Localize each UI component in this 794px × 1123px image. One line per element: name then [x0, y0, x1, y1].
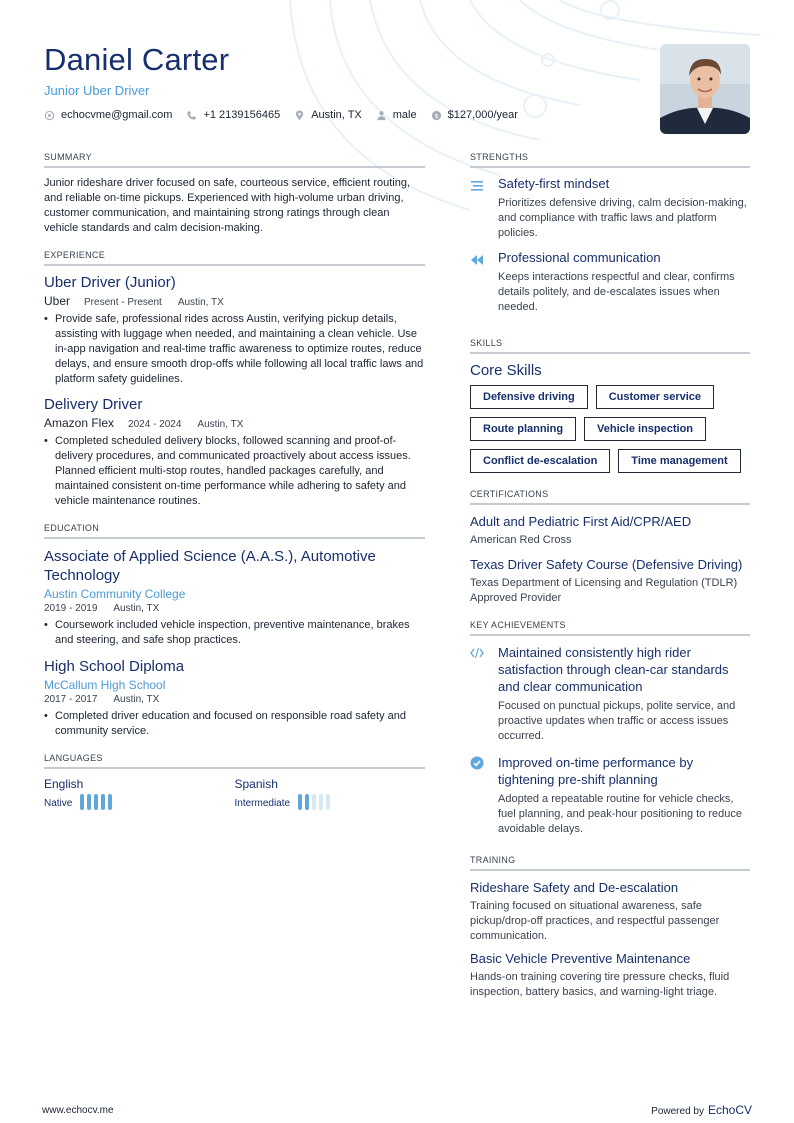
strength-description: Prioritizes defensive driving, calm decision-making, and compliance with traffic laws and platform policies.	[498, 197, 747, 239]
contact-salary-text: $127,000/year	[447, 109, 518, 121]
education-start: 2017	[44, 694, 67, 705]
certification-issuer: Texas Department of Licensing and Regulation (TDLR) Approved Provider	[470, 577, 738, 604]
education-item	[44, 547, 425, 648]
language-level-bar	[108, 794, 112, 810]
strengths-section-title: STRENGTHS	[470, 152, 750, 168]
phone-icon	[186, 110, 197, 121]
contact-email-text: echocvme@gmail.com	[61, 109, 173, 121]
language-level-bars	[298, 794, 333, 813]
contact-gender-text: male	[392, 109, 417, 121]
experience-item	[44, 274, 425, 387]
language-level-bar	[80, 794, 84, 810]
strength-description: Keeps interactions respectful and clear, confirms details politely, and de-escalates issues when needed.	[498, 271, 735, 313]
education-dates: 2019 - 2019	[44, 603, 98, 614]
education-location: Austin, TX	[113, 603, 160, 614]
skill-tag: Defensive driving	[470, 385, 588, 409]
language-item	[44, 777, 235, 813]
language-level-bar	[312, 794, 316, 810]
check-badge-icon	[470, 756, 484, 770]
training-section-title: TRAINING	[470, 855, 750, 871]
contact-row	[44, 109, 532, 121]
job-end: Present	[127, 297, 162, 308]
language-level-bar	[319, 794, 323, 810]
language-level-bar	[305, 794, 309, 810]
job-dates: Present - Present	[84, 297, 162, 308]
languages-section-title: LANGUAGES	[44, 753, 425, 769]
skill-tag: Vehicle inspection	[584, 417, 706, 441]
job-title: Uber Driver (Junior)	[44, 274, 176, 291]
skill-tag: Time management	[618, 449, 740, 473]
language-level-bars	[80, 794, 115, 813]
right-column	[470, 152, 750, 1000]
job-location: Austin, TX	[197, 419, 244, 430]
language-name: Spanish	[234, 777, 278, 791]
person-icon	[376, 110, 387, 121]
experience-section-title: EXPERIENCE	[44, 250, 425, 266]
email-icon	[44, 110, 55, 121]
language-name: English	[44, 777, 84, 791]
contact-location-text: Austin, TX	[311, 109, 362, 121]
candidate-role: Junior Uber Driver	[44, 83, 150, 98]
achievement-title: Improved on-time performance by tightening pre-shift planning	[498, 755, 694, 787]
skill-tag: Conflict de-escalation	[470, 449, 610, 473]
job-bullet: • Provide safe, professional rides across Austin, verifying pickup details, assisting with luggage when needed, and maintaining a clean vehicle. Use in-app navigation and real-time traffic awareness to optimize routes, reduce delays, and ensure smooth drop-offs while following all local traffic laws and platform safety guidelines.	[44, 312, 425, 387]
list-lines-icon	[470, 180, 484, 192]
training-title: Rideshare Safety and De-escalation	[470, 880, 679, 895]
education-bullet: • Coursework included vehicle inspection, preventive maintenance, brakes and steering, and safe shop practices.	[44, 618, 425, 648]
language-level-bar	[94, 794, 98, 810]
education-section-title: EDUCATION	[44, 523, 425, 539]
skills-section-title: SKILLS	[470, 338, 750, 354]
languages-list	[44, 777, 425, 813]
code-icon	[470, 646, 484, 660]
achievements-section-title: KEY ACHIEVEMENTS	[470, 620, 750, 636]
profile-photo	[660, 44, 750, 134]
job-meta	[44, 416, 425, 430]
skills-heading: Core Skills	[470, 362, 542, 379]
education-start: 2019	[44, 603, 67, 614]
certification-title: Texas Driver Safety Course (Defensive Driving)	[470, 557, 743, 572]
summary-text: Junior rideshare driver focused on safe, courteous service, efficient routing, and reliable on-time pickups. Experienced with high-volume urban driving, customer communication, and maintaining strong ratings through clean vehicle standards and calm decision-making.	[44, 177, 411, 234]
contact-gender	[376, 109, 417, 121]
strength-title: Safety-first mindset	[498, 176, 610, 191]
candidate-name: Daniel Carter	[44, 42, 230, 77]
achievement-description: Focused on punctual pickups, polite service, and proactive updates when traffic or access issues occurred.	[498, 700, 736, 742]
job-start: 2024	[128, 419, 151, 430]
svg-text:$: $	[434, 111, 439, 120]
rewind-icon	[470, 254, 484, 266]
job-end: 2024	[159, 419, 182, 430]
footer-powered-by	[651, 1103, 752, 1117]
training-description: Training focused on situational awareness, safe pickup/drop-off practices, and respectful passenger communication.	[470, 900, 720, 942]
education-end: 2019	[75, 603, 98, 614]
achievement-description: Adopted a repeatable routine for vehicle checks, fuel planning, and peak-hour positioning to reduce avoidable delays.	[498, 793, 743, 835]
education-dates: 2017 - 2017	[44, 694, 98, 705]
job-start: Present	[84, 297, 119, 308]
language-level: Native	[44, 798, 73, 809]
language-level-bar	[298, 794, 302, 810]
contact-phone-text: +1 2139156465	[203, 109, 281, 121]
education-degree: High School Diploma	[44, 658, 185, 675]
skill-tags	[470, 385, 750, 481]
education-item	[44, 657, 425, 739]
training-description: Hands-on training covering tire pressure checks, fluid inspection, battery basics, and warning-light triage.	[470, 971, 730, 998]
job-bullet: • Completed scheduled delivery blocks, followed scanning and proof-of-delivery procedures, and communicated proactively about access issues. Planned efficient multi-stop routes, handled packages carefully, and maintained consistent on-time performance while adhering to safety and vehicle maintenance routines.	[44, 434, 425, 509]
education-end: 2017	[75, 694, 98, 705]
left-column	[44, 152, 425, 813]
money-icon	[431, 110, 442, 121]
job-location: Austin, TX	[177, 297, 224, 308]
language-level-bar	[326, 794, 330, 810]
language-level: Intermediate	[234, 798, 291, 809]
certifications-section-title: CERTIFICATIONS	[470, 489, 750, 505]
contact-email[interactable]	[44, 109, 172, 121]
training-item	[470, 879, 750, 944]
skill-tag: Customer service	[596, 385, 714, 409]
strength-item	[470, 250, 750, 315]
contact-phone[interactable]	[186, 109, 280, 121]
footer-website[interactable]: www.echocv.me	[42, 1105, 114, 1116]
education-school: Austin Community College	[44, 587, 186, 601]
education-bullet: • Completed driver education and focused on responsible road safety and community service.	[44, 709, 425, 739]
summary-section-title: SUMMARY	[44, 152, 425, 168]
experience-item	[44, 396, 425, 509]
training-title: Basic Vehicle Preventive Maintenance	[470, 951, 691, 966]
job-meta	[44, 294, 425, 308]
language-level-bar	[101, 794, 105, 810]
achievement-item	[470, 644, 750, 744]
education-degree: Associate of Applied Science (A.A.S.), Automotive Technology	[44, 548, 376, 584]
achievement-item	[470, 754, 750, 837]
contact-location	[294, 109, 362, 121]
training-item	[470, 950, 750, 1000]
skill-tag: Route planning	[470, 417, 576, 441]
certification-title: Adult and Pediatric First Aid/CPR/AED	[470, 514, 692, 529]
language-level-bar	[87, 794, 91, 810]
job-company: Uber	[44, 294, 71, 308]
education-meta	[44, 603, 425, 614]
job-company: Amazon Flex	[44, 416, 115, 430]
certification-item	[470, 513, 750, 548]
achievement-title: Maintained consistently high rider satisfaction through clean-car standards and clear communication	[498, 645, 729, 694]
certification-item	[470, 556, 750, 606]
certification-issuer: American Red Cross	[470, 534, 572, 546]
contact-salary	[431, 109, 518, 121]
education-school: McCallum High School	[44, 678, 166, 692]
strength-item	[470, 176, 750, 241]
job-title: Delivery Driver	[44, 396, 143, 413]
education-location: Austin, TX	[113, 694, 160, 705]
education-meta	[44, 694, 425, 705]
brand-logo[interactable]: EchoCV	[707, 1103, 752, 1117]
location-icon	[294, 110, 305, 121]
language-item	[235, 777, 426, 813]
job-dates: 2024 - 2024	[128, 419, 182, 430]
powered-by-label: Powered by	[651, 1106, 704, 1117]
strength-title: Professional communication	[498, 250, 661, 265]
